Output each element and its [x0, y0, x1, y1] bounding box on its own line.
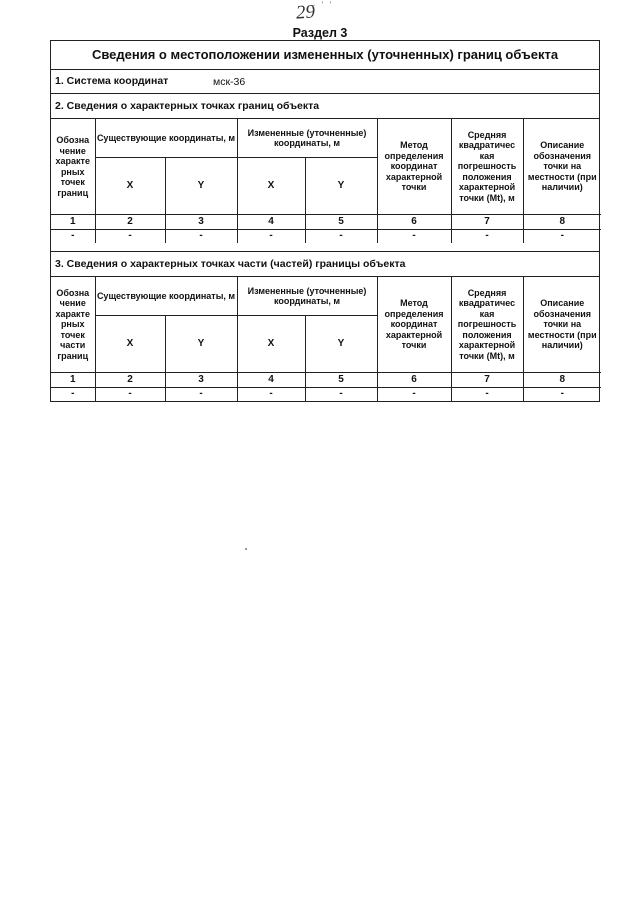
table2-col-designation: Обозна чение характе рных точек части границ [51, 277, 95, 373]
table1-num: 5 [305, 215, 377, 230]
table-cell: - [305, 230, 377, 244]
table1-number-row [51, 215, 601, 230]
table1-col-method: Метод определения координат характерной точки [377, 119, 451, 215]
table1-data-row [51, 230, 601, 244]
table1-col-changed: Измененные (уточненные) координаты, м [237, 119, 377, 158]
table2-num: 2 [95, 373, 165, 388]
table1-num: 1 [51, 215, 95, 230]
table1-col-accuracy: Средняя квадратичес кая погрешность положения характерной точки (Mt), м [451, 119, 523, 215]
table-cell: - [165, 230, 237, 244]
page-number-marks: - ' ' [312, 0, 334, 10]
table2-data-row [51, 388, 601, 402]
table1-num: 4 [237, 215, 305, 230]
table1-existing-y: Y [165, 158, 237, 215]
table1-heading: 2. Сведения о характерных точках границ объекта [51, 94, 599, 119]
table2-num: 1 [51, 373, 95, 388]
table-cell: - [377, 230, 451, 244]
section-title: Раздел 3 [292, 26, 348, 40]
table-cell: - [523, 230, 601, 244]
table-cell: - [523, 388, 601, 402]
table-cell: - [165, 388, 237, 402]
scan-speck [245, 548, 247, 550]
table-cell: - [95, 230, 165, 244]
table-cell: - [451, 388, 523, 402]
table2-col-method: Метод определения координат характерной точки [377, 277, 451, 373]
boundary-points-table [51, 119, 601, 243]
table-cell: - [305, 388, 377, 402]
coordinate-system-label: 1. Система координат [55, 75, 169, 87]
page-number: 29 [295, 1, 316, 24]
table2-col-changed: Измененные (уточненные) координаты, м [237, 277, 377, 316]
table1-num: 8 [523, 215, 601, 230]
table2-num: 6 [377, 373, 451, 388]
table1-changed-x: X [237, 158, 305, 215]
table2-num: 7 [451, 373, 523, 388]
table2-heading: 3. Сведения о характерных точках части (частей) границы объекта [51, 252, 599, 277]
table1-num: 3 [165, 215, 237, 230]
table-cell: - [451, 230, 523, 244]
table2-existing-y: Y [165, 316, 237, 373]
part-boundary-points-table [51, 277, 601, 401]
table-cell: - [377, 388, 451, 402]
table2-number-row [51, 373, 601, 388]
table2-existing-x: X [95, 316, 165, 373]
table-cell: - [51, 230, 95, 244]
table-cell: - [95, 388, 165, 402]
document-title: Сведения о местоположении измененных (уточненных) границ объекта [51, 41, 599, 70]
table2-col-existing: Существующие координаты, м [95, 277, 237, 316]
table2-num: 5 [305, 373, 377, 388]
table2-num: 3 [165, 373, 237, 388]
table1-num: 2 [95, 215, 165, 230]
table-gap [51, 243, 599, 252]
table2-num: 4 [237, 373, 305, 388]
table1-existing-x: X [95, 158, 165, 215]
table-cell: - [237, 388, 305, 402]
table-cell: - [237, 230, 305, 244]
document-frame [50, 40, 600, 402]
table1-num: 6 [377, 215, 451, 230]
table-cell: - [51, 388, 95, 402]
table1-col-description: Описание обозначения точки на местности (при наличии) [523, 119, 601, 215]
table1-num: 7 [451, 215, 523, 230]
coordinate-system-value: мск-36 [213, 76, 246, 88]
table2-changed-y: Y [305, 316, 377, 373]
table1-col-designation: Обозна чение характе рных точек границ [51, 119, 95, 215]
table1-col-existing: Существующие координаты, м [95, 119, 237, 158]
table2-num: 8 [523, 373, 601, 388]
table2-changed-x: X [237, 316, 305, 373]
table2-col-accuracy: Средняя квадратичес кая погрешность положения характерной точки (Mt), м [451, 277, 523, 373]
table2-col-description: Описание обозначения точки на местности (при наличии) [523, 277, 601, 373]
table1-changed-y: Y [305, 158, 377, 215]
coordinate-system-row [51, 70, 599, 94]
